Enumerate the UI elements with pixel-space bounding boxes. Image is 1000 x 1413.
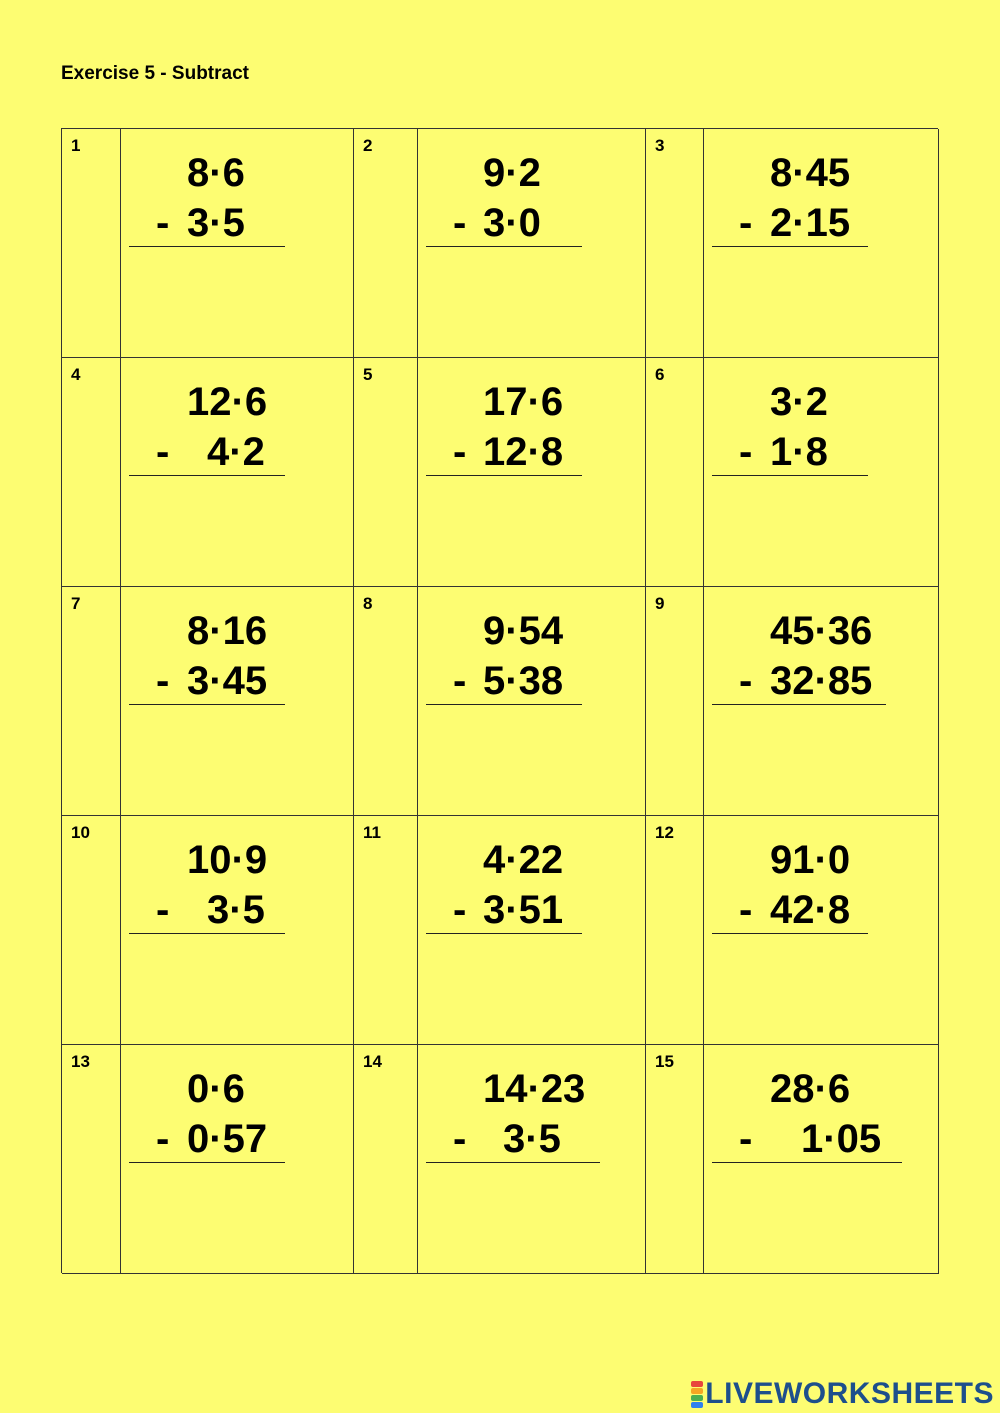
problem-number: 2: [363, 136, 373, 155]
problem-number-cell: [646, 1045, 704, 1274]
logo-mark-icon: [691, 1380, 703, 1408]
problem-cell[interactable]: [418, 129, 646, 358]
problem-cell[interactable]: [704, 1045, 939, 1274]
problem-cell[interactable]: [121, 816, 354, 1045]
minus-sign: -: [739, 888, 753, 932]
problem-number: 11: [363, 823, 381, 842]
problem-cell[interactable]: [704, 129, 939, 358]
subtraction-problem: [129, 1067, 285, 1163]
problem-number-cell: [354, 129, 418, 358]
minus-sign: -: [156, 888, 170, 932]
subtraction-problem: [712, 380, 868, 476]
problem-cell[interactable]: [121, 358, 354, 587]
logo-mark-block: [691, 1388, 703, 1394]
logo-mark-block: [691, 1395, 703, 1401]
liveworksheets-logo: [691, 1377, 994, 1411]
problem-number: 8: [363, 594, 373, 613]
minuend: 8·45: [770, 151, 851, 195]
subtraction-problem: [129, 838, 285, 934]
minuend: 4·22: [483, 838, 564, 882]
problem-cell[interactable]: [704, 358, 939, 587]
minuend: 9·2: [483, 151, 541, 195]
subtrahend: 3·45: [187, 659, 268, 703]
problem-number-cell: [62, 816, 121, 1045]
problem-cell[interactable]: [418, 816, 646, 1045]
problem-number: 10: [71, 823, 90, 842]
subtraction-problem: [129, 609, 285, 705]
problem-cell[interactable]: [121, 587, 354, 816]
problem-number: 14: [363, 1052, 382, 1071]
problem-cell[interactable]: [704, 816, 939, 1045]
problem-cell[interactable]: [418, 1045, 646, 1274]
minuend: 14·23: [483, 1067, 586, 1111]
problem-number: 13: [71, 1052, 90, 1071]
problem-number: 4: [71, 365, 81, 384]
minuend: 91·0: [770, 838, 851, 882]
subtrahend: 1·8: [770, 430, 828, 474]
problem-number: 5: [363, 365, 373, 384]
problem-number: 1: [71, 136, 81, 155]
minuend: 12·6: [187, 380, 268, 424]
problem-number: 7: [71, 594, 81, 613]
problem-cell[interactable]: [121, 129, 354, 358]
minuend: 0·6: [187, 1067, 245, 1111]
problem-number-cell: [646, 587, 704, 816]
minus-sign: -: [739, 1117, 753, 1161]
subtrahend: 1·05: [801, 1117, 882, 1161]
subtrahend: 3·5: [187, 201, 245, 245]
subtrahend: 32·85: [770, 659, 873, 703]
page-title: Exercise 5 - Subtract: [61, 63, 249, 84]
subtrahend: 3·0: [483, 201, 541, 245]
subtrahend: 0·57: [187, 1117, 268, 1161]
subtraction-problem: [426, 609, 582, 705]
subtraction-problem: [712, 609, 886, 705]
subtraction-problem: [712, 151, 868, 247]
problem-number-cell: [646, 816, 704, 1045]
minus-sign: -: [453, 1117, 467, 1161]
problem-number-cell: [354, 587, 418, 816]
subtrahend: 3·5: [503, 1117, 561, 1161]
minuend: 8·16: [187, 609, 268, 653]
logo-text: LIVEWORKSHEETS: [705, 1377, 994, 1410]
problem-number: 15: [655, 1052, 674, 1071]
minuend: 28·6: [770, 1067, 851, 1111]
minus-sign: -: [453, 888, 467, 932]
problem-number-cell: [354, 1045, 418, 1274]
subtrahend: 5·38: [483, 659, 564, 703]
minus-sign: -: [453, 430, 467, 474]
problem-number-cell: [354, 816, 418, 1045]
subtraction-problem: [712, 1067, 902, 1163]
subtraction-problem: [426, 838, 582, 934]
minus-sign: -: [156, 1117, 170, 1161]
subtrahend: 2·15: [770, 201, 851, 245]
minuend: 8·6: [187, 151, 245, 195]
problem-number-cell: [646, 358, 704, 587]
minus-sign: -: [453, 201, 467, 245]
minuend: 17·6: [483, 380, 564, 424]
problem-grid: [61, 128, 938, 1273]
problem-number-cell: [62, 587, 121, 816]
minus-sign: -: [156, 430, 170, 474]
problem-number-cell: [62, 129, 121, 358]
problem-number: 3: [655, 136, 665, 155]
problem-number-cell: [62, 1045, 121, 1274]
problem-cell[interactable]: [418, 587, 646, 816]
problem-cell[interactable]: [418, 358, 646, 587]
minus-sign: -: [156, 201, 170, 245]
subtraction-problem: [426, 380, 582, 476]
minus-sign: -: [739, 659, 753, 703]
logo-mark-block: [691, 1381, 703, 1387]
problem-number-cell: [354, 358, 418, 587]
logo-mark-block: [691, 1402, 703, 1408]
problem-number: 12: [655, 823, 674, 842]
subtraction-problem: [426, 151, 582, 247]
problem-number: 9: [655, 594, 665, 613]
subtraction-problem: [129, 380, 285, 476]
minuend: 3·2: [770, 380, 828, 424]
problem-cell[interactable]: [121, 1045, 354, 1274]
subtraction-problem: [712, 838, 868, 934]
subtrahend: 12·8: [483, 430, 564, 474]
subtrahend: 4·2: [207, 430, 265, 474]
minuend: 45·36: [770, 609, 873, 653]
minus-sign: -: [156, 659, 170, 703]
subtraction-problem: [426, 1067, 600, 1163]
minuend: 9·54: [483, 609, 564, 653]
minus-sign: -: [739, 201, 753, 245]
problem-number: 6: [655, 365, 665, 384]
problem-number-cell: [62, 358, 121, 587]
subtrahend: 3·5: [207, 888, 265, 932]
problem-cell[interactable]: [704, 587, 939, 816]
minuend: 10·9: [187, 838, 268, 882]
subtrahend: 42·8: [770, 888, 851, 932]
minus-sign: -: [453, 659, 467, 703]
subtrahend: 3·51: [483, 888, 564, 932]
problem-number-cell: [646, 129, 704, 358]
minus-sign: -: [739, 430, 753, 474]
subtraction-problem: [129, 151, 285, 247]
